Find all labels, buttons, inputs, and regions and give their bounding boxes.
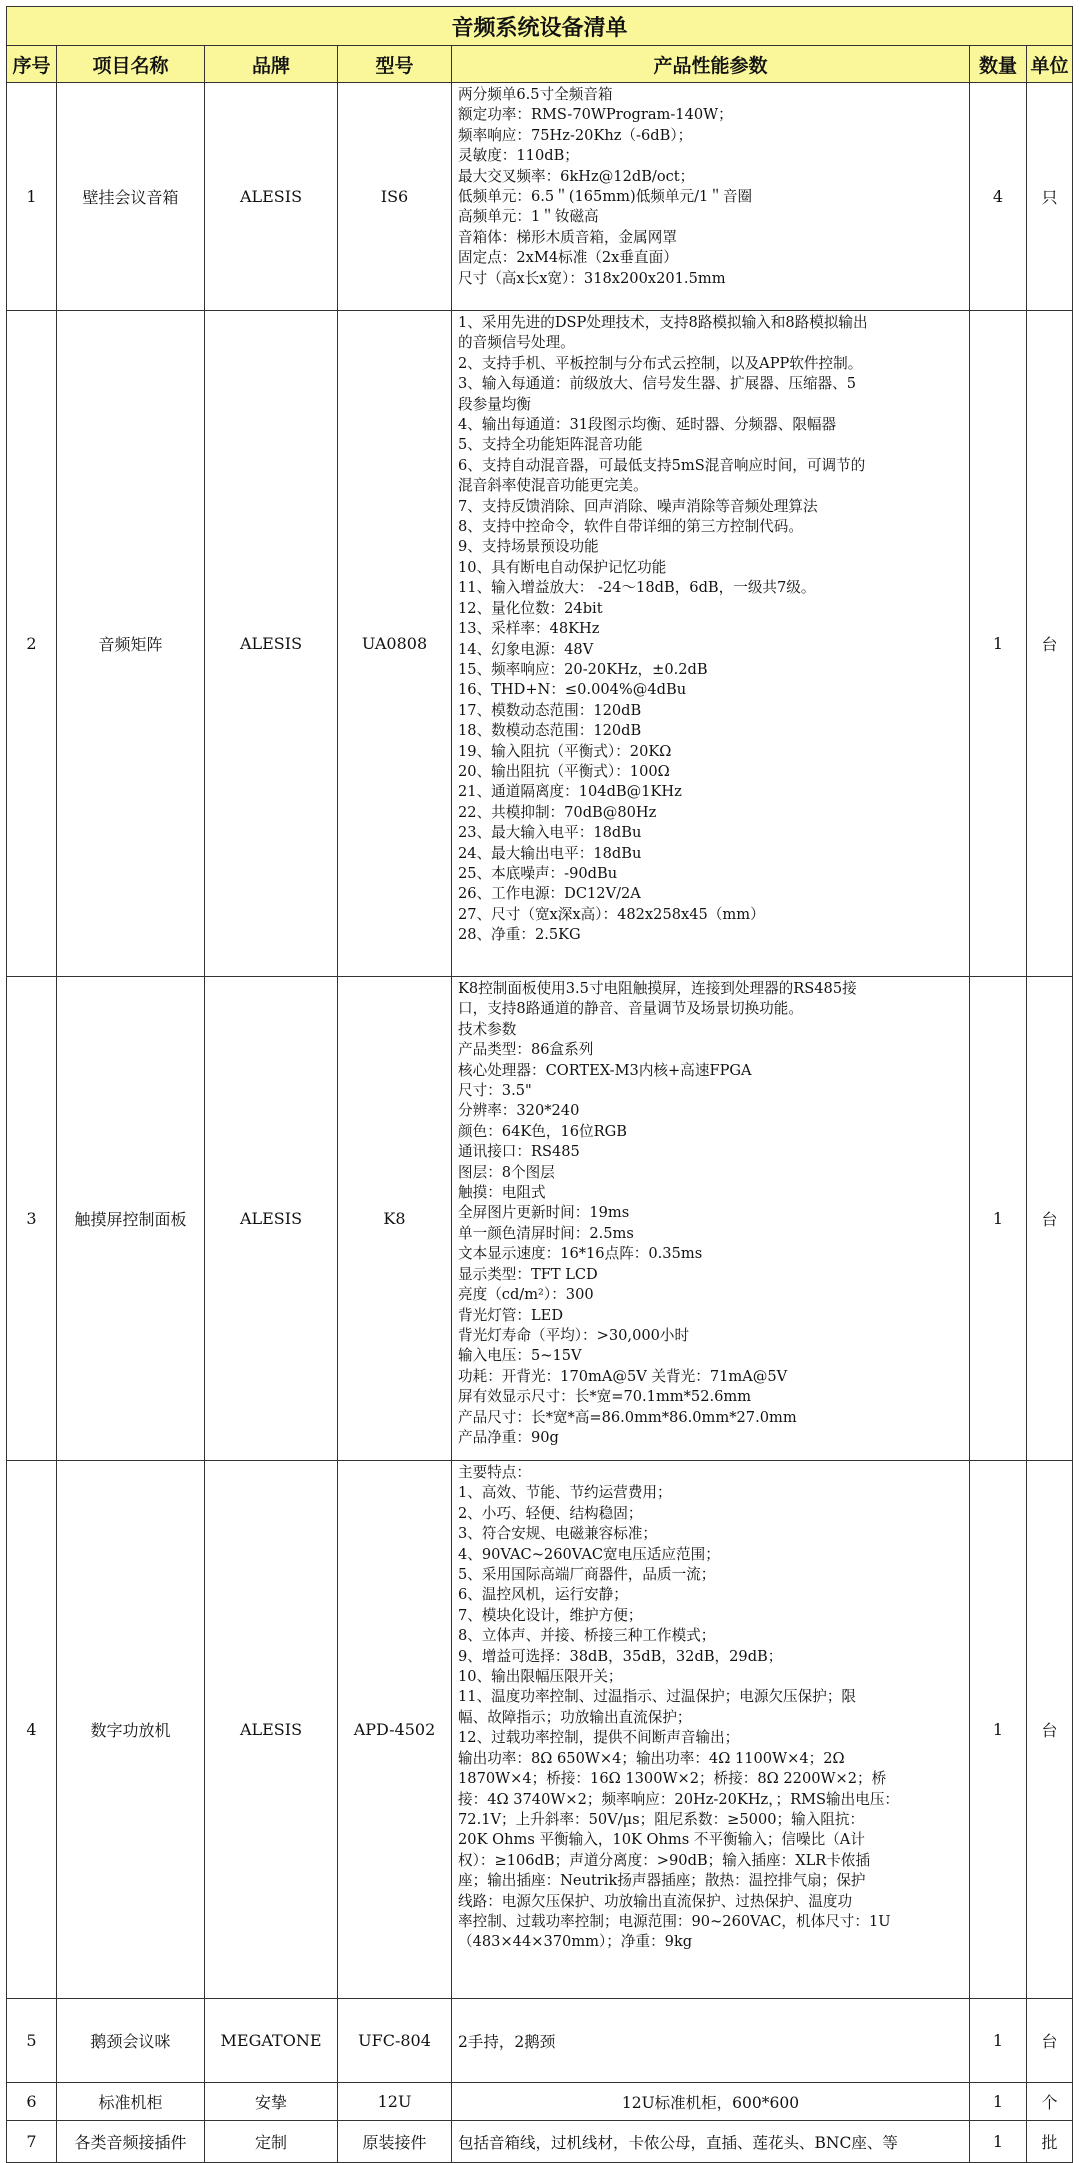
spec-line: 3、输入每通道：前级放大、信号发生器、扩展器、压缩器、5 (458, 375, 857, 393)
equipment-table (6, 6, 1073, 2163)
spec-line: 1870W×4；桥接：16Ω 1300W×2；桥接：8Ω 2200W×2；桥 (458, 1770, 887, 1788)
quantity: 1 (970, 2121, 1027, 2163)
header-quantity: 数量 (970, 46, 1027, 83)
spec-line: 11、输入增益放大： -24～18dB，6dB，一级共7级。 (458, 579, 816, 597)
spec-line: 21、通道隔离度：104dB@1KHz (458, 783, 682, 801)
spec-line: 尺寸（高x长x宽）：318x200x201.5mm (458, 269, 726, 287)
spec-line: 背光灯管：LED (458, 1306, 564, 1324)
spec-line: 接：4Ω 3740W×2；频率响应：20Hz-20KHz，；RMS输出电压： (458, 1790, 900, 1808)
quantity: 1 (970, 977, 1027, 1461)
spec-line: 20、输出阻抗（平衡式）：100Ω (458, 762, 670, 780)
spec-line: 频率响应：75Hz-20Khz（-6dB）； (458, 126, 693, 144)
spec-line: 背光灯寿命（平均）：>30,000小时 (458, 1326, 690, 1344)
spec-line: 输出功率：8Ω 650W×4；输出功率：4Ω 1100W×4；2Ω (458, 1749, 845, 1767)
spec-line: 8、立体声、并接、桥接三种工作模式； (458, 1627, 716, 1645)
quantity: 1 (970, 311, 1027, 977)
brand: ALESIS (205, 311, 338, 977)
brand: ALESIS (205, 1461, 338, 1999)
item-name: 触摸屏控制面板 (57, 977, 205, 1461)
spec-cell (452, 2121, 970, 2163)
header-model: 型号 (338, 46, 452, 83)
spec-line: 座；输出插座：Neutrik扬声器插座；散热：温控排气扇；保护 (458, 1872, 866, 1890)
row-index: 1 (7, 83, 57, 311)
header-specs: 产品性能参数 (452, 46, 970, 83)
table-row (7, 1999, 1073, 2083)
spec-line: 图层：8个图层 (458, 1163, 555, 1181)
spec-line: 灵敏度：110dB； (458, 147, 579, 165)
spec-line: 2手持，2鹅颈 (458, 2032, 556, 2051)
item-name: 音频矩阵 (57, 311, 205, 977)
spec-line: 26、工作电源：DC12V/2A (458, 885, 641, 903)
brand: 定制 (205, 2121, 338, 2163)
spec-line: 9、增益可选择：38dB，35dB，32dB，29dB； (458, 1647, 783, 1665)
spec-line: 28、净重：2.5KG (458, 926, 581, 944)
spec-line: 5、采用国际高端厂商器件，品质一流； (458, 1566, 716, 1584)
spec-line: 13、采样率：48KHz (458, 620, 600, 638)
spec-line: 颜色：64K色，16位RGB (458, 1122, 627, 1140)
spec-line: 4、90VAC~260VAC宽电压适应范围； (458, 1545, 720, 1563)
spec-cell (452, 977, 970, 1461)
quantity: 1 (970, 2083, 1027, 2121)
spec-line: 12、过载功率控制，提供不间断声音输出； (458, 1729, 740, 1747)
unit: 只 (1027, 83, 1073, 311)
table-row (7, 311, 1073, 977)
spec-line: 权）：≥106dB；声道分离度：>90dB；输入插座：XLR卡侬插 (458, 1851, 871, 1869)
brand: 安挚 (205, 2083, 338, 2121)
spec-line: 8、支持中控命令，软件自带详细的第三方控制代码。 (458, 518, 803, 536)
spec-line: 6、温控风机，运行安静； (458, 1586, 628, 1604)
spec-line: 通讯接口：RS485 (458, 1143, 580, 1161)
model: UA0808 (338, 311, 452, 977)
quantity: 1 (970, 1999, 1027, 2083)
spec-line: 的音频信号处理。 (458, 334, 575, 352)
spec-line: 2、支持手机、平板控制与分布式云控制，以及APP软件控制。 (458, 354, 863, 372)
spec-line: 1、采用先进的DSP处理技术，支持8路模拟输入和8路模拟输出 (458, 314, 868, 331)
spec-line: 触摸：电阻式 (458, 1184, 546, 1202)
spec-line: （483×44×370mm）；净重：9kg (458, 1933, 693, 1951)
table-row (7, 2083, 1073, 2121)
spec-line: 17、模数动态范围：120dB (458, 701, 642, 719)
spec-line: 混音斜率使混音功能更完美。 (458, 477, 648, 495)
spec-line: 18、数模动态范围：120dB (458, 722, 642, 740)
spec-line: 5、支持全功能矩阵混音功能 (458, 436, 643, 454)
spec-line: 1、高效、节能、节约运营费用； (458, 1484, 672, 1502)
model: APD-4502 (338, 1461, 452, 1999)
unit: 台 (1027, 977, 1073, 1461)
item-name: 各类音频接插件 (57, 2121, 205, 2163)
model: 12U (338, 2083, 452, 2121)
table-row (7, 977, 1073, 1461)
spec-line: 15、频率响应：20-20KHz，±0.2dB (458, 660, 708, 678)
table-row (7, 2121, 1073, 2163)
row-index: 7 (7, 2121, 57, 2163)
spec-line: 20K Ohms 平衡输入，10K Ohms 不平衡输入；信噪比（A计 (458, 1831, 865, 1849)
spec-line: 文本显示速度：16*16点阵：0.35ms (458, 1245, 703, 1263)
header-item-name: 项目名称 (57, 46, 205, 83)
model: 原装接件 (338, 2121, 452, 2163)
spec-line: 分辨率：320*240 (458, 1102, 580, 1120)
spec-line: 主要特点： (458, 1464, 531, 1481)
spec-line: 7、模块化设计，维护方便； (458, 1606, 643, 1624)
spec-line: 27、尺寸（宽x深x高）：482x258x45（mm） (458, 905, 765, 923)
brand: MEGATONE (205, 1999, 338, 2083)
sheet-title: 音频系统设备清单 (7, 7, 1073, 46)
spec-cell (452, 1461, 970, 1999)
spec-line: 输入电压：5~15V (458, 1347, 582, 1365)
spec-line: 16、THD+N：≤0.004%@4dBu (458, 681, 687, 699)
spec-line: 两分频单6.5寸全频音箱 (458, 86, 613, 103)
item-name: 标准机柜 (57, 2083, 205, 2121)
row-index: 6 (7, 2083, 57, 2121)
unit: 批 (1027, 2121, 1073, 2163)
spec-line: K8控制面板使用3.5寸电阻触摸屏，连接到处理器的RS485接 (458, 980, 857, 997)
spec-line: 24、最大输出电平：18dBu (458, 844, 642, 862)
table-row (7, 1461, 1073, 1999)
model: IS6 (338, 83, 452, 311)
item-name: 鹅颈会议咪 (57, 1999, 205, 2083)
spec-line: 段参量均衡 (458, 395, 531, 413)
quantity: 4 (970, 83, 1027, 311)
spec-line: 技术参数 (458, 1020, 517, 1038)
spec-line: 单一颜色清屏时间：2.5ms (458, 1224, 634, 1242)
spec-line: 2、小巧、轻便、结构稳固； (458, 1504, 643, 1522)
spec-line: 9、支持场景预设功能 (458, 538, 599, 556)
brand: ALESIS (205, 977, 338, 1461)
spec-line: 口，支持8路通道的静音、音量调节及场景切换功能。 (458, 1000, 803, 1018)
spec-line: 高频单元：1＂钕磁高 (458, 208, 599, 226)
table-row (7, 83, 1073, 311)
spec-line: 10、具有断电自动保护记忆功能 (458, 558, 667, 576)
spec-line: 核心处理器：CORTEX-M3内核+高速FPGA (458, 1061, 752, 1079)
spec-line: 屏有效显示尺寸：长*宽=70.1mm*52.6mm (458, 1388, 752, 1406)
spec-line: 3、符合安规、电磁兼容标准； (458, 1525, 658, 1543)
spec-line: 6、支持自动混音器，可最低支持5mS混音响应时间，可调节的 (458, 456, 866, 474)
spec-line: 25、本底噪声：-90dBu (458, 864, 618, 882)
spec-line: 幅、故障指示；功放输出直流保护； (458, 1708, 692, 1726)
spec-line: 10、输出限幅压限开关； (458, 1668, 623, 1686)
row-index: 4 (7, 1461, 57, 1999)
spec-line: 12U标准机柜，600*600 (621, 2093, 800, 2112)
spec-cell (452, 311, 970, 977)
row-index: 3 (7, 977, 57, 1461)
spec-line: 23、最大输入电平：18dBu (458, 824, 642, 842)
spec-line: 固定点：2xM4标准（2x垂直面） (458, 249, 678, 267)
unit: 台 (1027, 311, 1073, 977)
spec-cell (452, 1999, 970, 2083)
spec-line: 产品净重：90g (458, 1428, 559, 1446)
equipment-list-sheet (6, 6, 1072, 2163)
spec-line: 显示类型：TFT LCD (458, 1265, 598, 1283)
row-index: 5 (7, 1999, 57, 2083)
spec-line: 4、输出每通道：31段图示均衡、延时器、分频器、限幅器 (458, 416, 837, 434)
spec-line: 功耗：开背光：170mA@5V 关背光：71mA@5V (458, 1367, 788, 1385)
unit: 个 (1027, 2083, 1073, 2121)
row-index: 2 (7, 311, 57, 977)
quantity: 1 (970, 1461, 1027, 1999)
spec-line: 7、支持反馈消除、回声消除、噪声消除等音频处理算法 (458, 497, 818, 515)
model: UFC-804 (338, 1999, 452, 2083)
spec-line: 72.1V；上升斜率：50V/μs；阻尼系数：≥5000；输入阻抗： (458, 1810, 865, 1828)
spec-line: 12、量化位数：24bit (458, 599, 603, 617)
spec-line: 音箱体：梯形木质音箱，金属网罩 (458, 228, 677, 246)
spec-cell (452, 83, 970, 311)
brand: ALESIS (205, 83, 338, 311)
spec-line: 率控制、过载功率控制；电源范围：90~260VAC，机体尺寸：1U (458, 1912, 891, 1930)
header-brand: 品牌 (205, 46, 338, 83)
spec-line: 尺寸：3.5" (458, 1082, 532, 1100)
spec-line: 产品类型：86盒系列 (458, 1041, 594, 1059)
spec-line: 低频单元：6.5＂(165mm)低频单元/1＂音圈 (458, 188, 753, 206)
spec-line: 额定功率：RMS-70WProgram-140W； (458, 106, 733, 124)
spec-line: 产品尺寸：长*宽*高=86.0mm*86.0mm*27.0mm (458, 1408, 797, 1426)
spec-cell (452, 2083, 970, 2121)
item-name: 数字功放机 (57, 1461, 205, 1999)
header-row (7, 46, 1073, 83)
spec-line: 最大交叉频率：6kHz@12dB/oct； (458, 167, 695, 185)
spec-line: 22、共模抑制：70dB@80Hz (458, 803, 657, 821)
spec-line: 11、温度功率控制、过温指示、过温保护；电源欠压保护；限 (458, 1688, 857, 1706)
spec-line: 亮度（cd/m²）：300 (458, 1286, 594, 1304)
spec-line: 线路：电源欠压保护、功放输出直流保护、过热保护、温度功 (458, 1892, 853, 1910)
spec-line: 14、幻象电源：48V (458, 640, 594, 658)
spec-line: 包括音箱线，过机线材，卡侬公母，直插、莲花头、BNC座、等 (458, 2133, 898, 2152)
header-unit: 单位 (1027, 46, 1073, 83)
unit: 台 (1027, 1999, 1073, 2083)
header-index: 序号 (7, 46, 57, 83)
model: K8 (338, 977, 452, 1461)
item-name: 壁挂会议音箱 (57, 83, 205, 311)
spec-line: 19、输入阻抗（平衡式）：20KΩ (458, 742, 672, 760)
unit: 台 (1027, 1461, 1073, 1999)
spec-line: 全屏图片更新时间：19ms (458, 1204, 630, 1222)
